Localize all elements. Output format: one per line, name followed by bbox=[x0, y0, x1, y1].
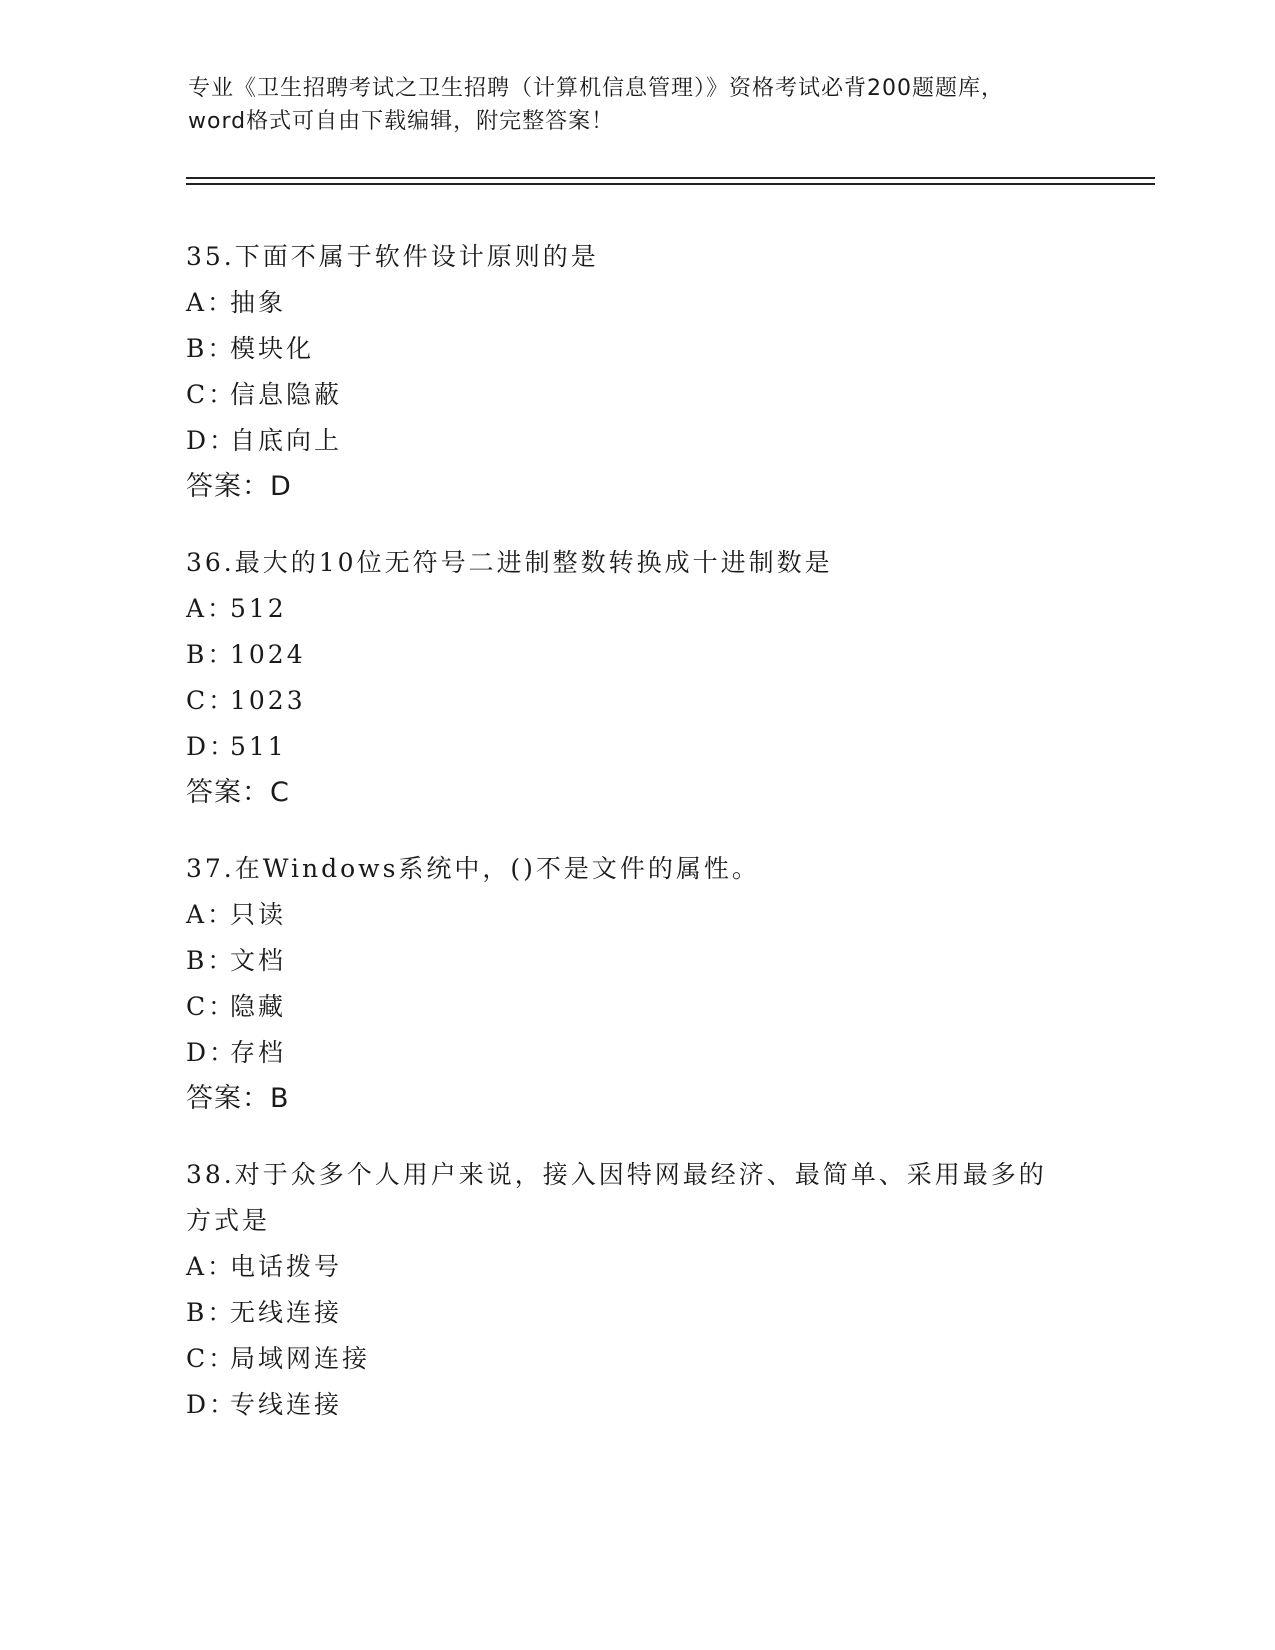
option-letter: C： bbox=[186, 992, 237, 1021]
question-37 bbox=[186, 846, 1146, 1122]
answer-label: 答案：D bbox=[186, 471, 292, 502]
option-text: 抽象 bbox=[230, 288, 287, 317]
option-letter: C： bbox=[186, 686, 237, 715]
option-letter: B： bbox=[186, 1298, 236, 1327]
option-c bbox=[186, 372, 1146, 418]
option-text: 信息隐蔽 bbox=[230, 380, 343, 409]
option-b bbox=[186, 632, 1146, 678]
option-text: 1024 bbox=[230, 640, 306, 669]
option-letter: B： bbox=[186, 946, 236, 975]
option-text: 隐藏 bbox=[230, 992, 287, 1021]
option-letter: B： bbox=[186, 640, 236, 669]
option-b bbox=[186, 938, 1146, 984]
question-stem: 37.在Windows系统中，()不是文件的属性。 bbox=[186, 854, 760, 883]
option-text: 存档 bbox=[230, 1038, 287, 1067]
question-stem: 36.最大的10位无符号二进制整数转换成十进制数是 bbox=[186, 548, 833, 577]
option-c bbox=[186, 984, 1146, 1030]
option-c bbox=[186, 1336, 1146, 1382]
answer-label: 答案：C bbox=[186, 777, 290, 808]
question-35 bbox=[186, 234, 1146, 510]
option-letter: D： bbox=[186, 1038, 238, 1067]
question-38 bbox=[186, 1152, 1146, 1428]
header-title-line-2: word格式可自由下载编辑，附完整答案！ bbox=[188, 109, 615, 134]
option-letter: A： bbox=[186, 900, 236, 929]
header-title-line-1: 专业《卫生招聘考试之卫生招聘（计算机信息管理）》资格考试必背200题题库， bbox=[188, 76, 1004, 101]
option-a bbox=[186, 1244, 1146, 1290]
option-text: 只读 bbox=[230, 900, 287, 929]
option-letter: A： bbox=[186, 594, 236, 623]
option-letter: D： bbox=[186, 732, 238, 761]
option-letter: A： bbox=[186, 1252, 236, 1281]
question-36 bbox=[186, 540, 1146, 816]
header-divider-top bbox=[186, 177, 1155, 179]
question-list bbox=[186, 234, 1146, 1458]
option-text: 专线连接 bbox=[230, 1390, 343, 1419]
option-text: 模块化 bbox=[230, 334, 315, 363]
option-text: 无线连接 bbox=[230, 1298, 343, 1327]
option-a bbox=[186, 586, 1146, 632]
question-stem: 35.下面不属于软件设计原则的是 bbox=[186, 242, 599, 271]
option-text: 电话拨号 bbox=[230, 1252, 343, 1281]
option-letter: B： bbox=[186, 334, 236, 363]
option-d bbox=[186, 1382, 1146, 1428]
document-header bbox=[188, 72, 1108, 138]
option-letter: A： bbox=[186, 288, 236, 317]
header-divider-bottom bbox=[186, 183, 1155, 185]
option-letter: D： bbox=[186, 1390, 238, 1419]
answer-label: 答案：B bbox=[186, 1083, 290, 1114]
option-text: 512 bbox=[230, 594, 287, 623]
question-stem-continued: 方式是 bbox=[186, 1206, 271, 1235]
option-text: 自底向上 bbox=[230, 426, 343, 455]
option-b bbox=[186, 326, 1146, 372]
option-letter: D： bbox=[186, 426, 238, 455]
option-text: 局域网连接 bbox=[230, 1344, 371, 1373]
option-text: 1023 bbox=[230, 686, 306, 715]
option-text: 511 bbox=[230, 732, 287, 761]
option-a bbox=[186, 280, 1146, 326]
option-b bbox=[186, 1290, 1146, 1336]
option-letter: C： bbox=[186, 380, 237, 409]
option-c bbox=[186, 678, 1146, 724]
option-a bbox=[186, 892, 1146, 938]
question-stem: 38.对于众多个人用户来说，接入因特网最经济、最简单、采用最多的 bbox=[186, 1160, 1047, 1189]
option-letter: C： bbox=[186, 1344, 237, 1373]
option-d bbox=[186, 418, 1146, 464]
option-text: 文档 bbox=[230, 946, 287, 975]
option-d bbox=[186, 724, 1146, 770]
option-d bbox=[186, 1030, 1146, 1076]
